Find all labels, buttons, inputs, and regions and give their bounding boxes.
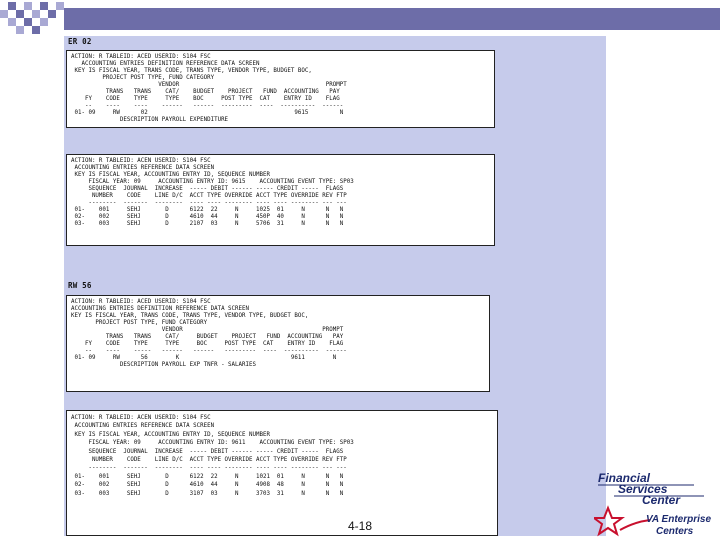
- acen-screen-text: ACTION: R TABLEID: ACEN USERID: S104 FSC ACCOUNTING ENTRIES REFERENCE DATA SCREEN KEY IS FISCAL YEAR, ACCOUNTING ENTRY ID, SEQUENCE NUMBER FISCAL YEAR: 09 ACCOUNTING ENTRY ID: 9611 ACCOUNTING EVENT TYPE: SP03 SEQUENCE JOURNAL INCREASE ----- DEBIT ------ ----- CREDIT ----- FLAGS NUMBER CODE LINE D/C ACCT TYPE OVERRIDE ACCT TYPE OVERRIDE REV FTP -------- ------- -------- ---- ---- -------- ---- ---- -------- --- --- 01- 001 SEHJ D 6122 22 N 1021 01 N N N 02- 002 SEHJ D 4610 44 N 4908 48 N N N 03- 003 SEHJ D 3107 03 N 3703 31 N N N: [71, 415, 354, 497]
- section-label-rw56: RW 56: [68, 281, 92, 290]
- logo-line1: Financial: [598, 471, 651, 485]
- logo-line2: Services: [618, 482, 668, 496]
- aced-screen-text: ACTION: R TABLEID: ACED USERID: S104 FSC ACCOUNTING ENTRIES DEFINITION REFERENCE DATA SCREEN KEY IS FISCAL YEAR, TRANS CODE, TRANS TYPE, VENDOR TYPE, BUDGET BOC, PROJECT POST TYPE, FUND CATEGORY VENDOR PROMPT TRANS TRANS CAT/ BUDGET PROJECT FUND ACCOUNTING PAY FY CODE TYPE TYPE BOC POST TYPE CAT ENTRY ID FLAG -- ---- ----- ------ ------ --------- ---- ---------- ------ 01- 09 RW 56 K 9611 N DESCRIPTION PAYROLL EXP TNFR - SALARIES: [71, 299, 347, 369]
- page-number: 4-18: [347, 519, 373, 533]
- star-icon: [594, 508, 622, 534]
- title-banner: [64, 8, 720, 30]
- fsc-logo: [594, 470, 720, 540]
- slide-content: [64, 36, 606, 536]
- aced-screen-text: ACTION: R TABLEID: ACED USERID: S104 FSC ACCOUNTING ENTRIES DEFINITION REFERENCE DATA SCREEN KEY IS FISCAL YEAR, TRANS CODE, TRANS TYPE, VENDOR TYPE, BUDGET BOC, PROJECT POST TYPE, FUND CATEGORY VENDOR PROMPT TRANS TRANS CAT/ BUDGET PROJECT FUND ACCOUNTING PAY FY CODE TYPE TYPE BOC POST TYPE CAT ENTRY ID FLAG -- ---- ---- ------ ------ --------- ---- ---------- ------ 01- 09 RW 02 9615 N DESCRIPTION PAYROLL EXPENDITURE: [71, 54, 347, 124]
- banner-strip: [64, 30, 720, 34]
- acen-screen-panel: [66, 410, 498, 536]
- aced-screen-panel: [66, 295, 490, 392]
- checkerboard-ornament: [0, 0, 64, 36]
- acen-screen-panel: [66, 154, 495, 246]
- logo-line5: Centers: [656, 526, 694, 537]
- acen-screen-text: ACTION: R TABLEID: ACEN USERID: S104 FSC ACCOUNTING ENTRIES REFERENCE DATA SCREEN KEY IS FISCAL YEAR, ACCOUNTING ENTRY ID, SEQUENCE NUMBER FISCAL YEAR: 09 ACCOUNTING ENTRY ID: 9615 ACCOUNTING EVENT TYPE: SP03 SEQUENCE JOURNAL INCREASE ----- DEBIT ------ ----- CREDIT ----- FLAGS NUMBER CODE LINE D/C ACCT TYPE OVERRIDE ACCT TYPE OVERRIDE REV FTP -------- ------- -------- ---- ---- -------- ---- ---- -------- --- --- 01- 001 SEHJ D 6122 22 N 1025 01 N N N 02- 002 SEHJ D 4610 44 N 450P 40 N N N 03- 003 SEHJ D 2107 03 N 5706 31 N N N: [71, 158, 354, 228]
- aced-screen-panel: [66, 50, 495, 128]
- section-label-er02: ER 02: [68, 37, 92, 46]
- logo-line4: VA Enterprise: [646, 514, 712, 525]
- logo-line3: Center: [642, 493, 681, 507]
